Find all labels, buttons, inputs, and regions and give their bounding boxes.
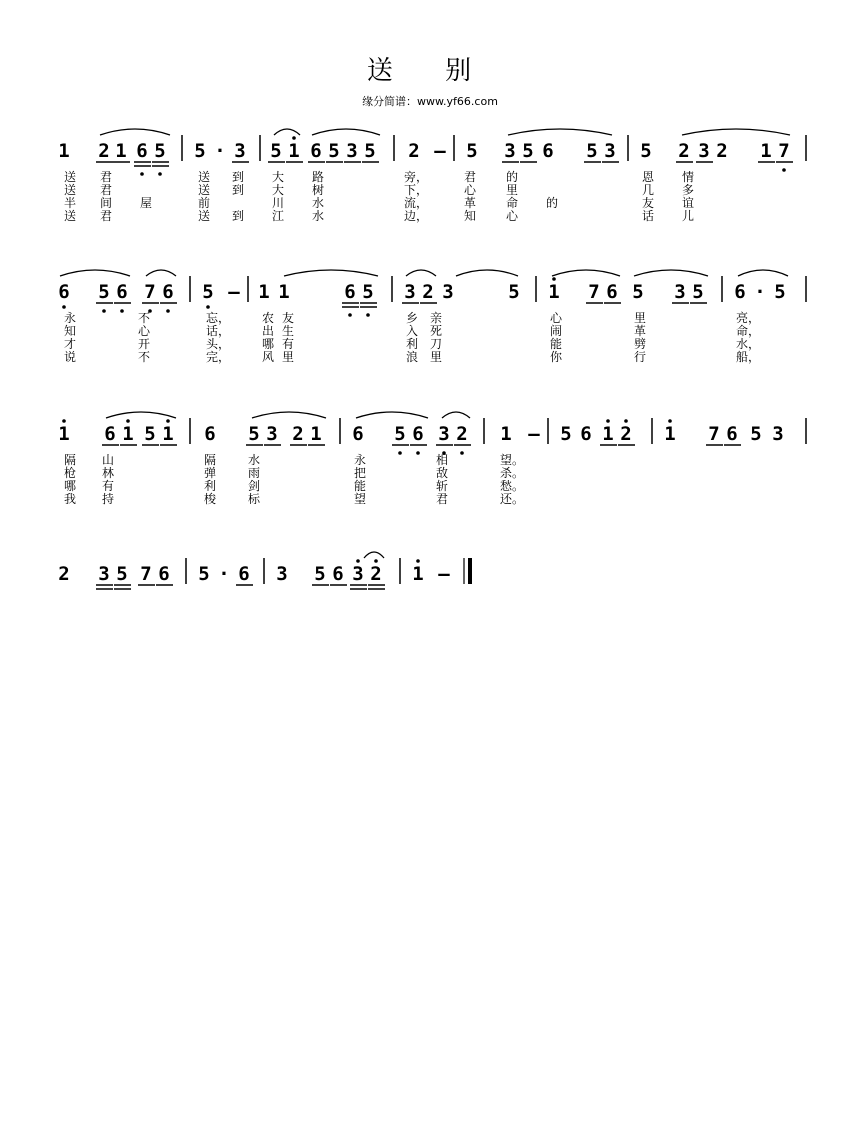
octave-dot-high (126, 419, 130, 423)
score-system-4 (58, 552, 470, 589)
note: 2 (292, 423, 304, 445)
lyric-word: 死 (430, 324, 443, 338)
slur (634, 270, 708, 276)
lyric-word: 把 (354, 466, 367, 480)
lyric-word: 梭 (204, 492, 217, 506)
lyric-word: 劈 (634, 337, 647, 351)
octave-dot-low (206, 305, 210, 309)
lyric-word: 命， (736, 324, 761, 338)
note: 1 (548, 281, 560, 303)
lyric-word: 知 (464, 209, 477, 223)
octave-dot-high (62, 419, 66, 423)
lyric-word: 大 (272, 183, 285, 197)
lyric-word: 生 (282, 324, 295, 338)
note: 3 (352, 563, 364, 585)
lyric-word: 山 (102, 453, 115, 467)
lyric-word: 前 (198, 196, 211, 210)
note: 1 (122, 423, 134, 445)
lyric-word: 入 (406, 324, 419, 338)
note: 3 (438, 423, 450, 445)
note: 6 (136, 140, 148, 162)
lyric-word: 命 (506, 196, 519, 210)
lyric-word: 亲 (430, 311, 443, 325)
note: 6 (542, 140, 554, 162)
note: 5 (508, 281, 520, 303)
lyric-word: 送 (64, 183, 77, 197)
slur (738, 270, 788, 276)
note: 3 (276, 563, 288, 585)
note: 5 (98, 281, 110, 303)
note: 5 (248, 423, 260, 445)
lyric-word: 水 (248, 453, 261, 467)
note: 5 (466, 140, 478, 162)
lyric-word: 敌 (436, 466, 449, 480)
lyric-word: 剑 (248, 479, 261, 493)
lyric-word: 革 (464, 196, 477, 210)
score-system-3 (58, 412, 806, 506)
note: 7 (140, 563, 152, 585)
note: 6 (238, 563, 250, 585)
note: 6 (580, 423, 592, 445)
lyric-word: 革 (634, 324, 647, 338)
note: 3 (98, 563, 110, 585)
lyric-word: 间 (100, 196, 113, 210)
slur (364, 552, 384, 558)
lyric-word: 送 (198, 170, 211, 184)
lyric-word: 送 (198, 209, 211, 223)
octave-dot-low (348, 313, 352, 317)
note: 5 (202, 281, 214, 303)
note: 1 (288, 140, 300, 162)
note: 7 (588, 281, 600, 303)
lyric-word: 话 (642, 209, 655, 223)
note: 2 (408, 140, 420, 162)
lyric-word: 君 (100, 170, 113, 184)
lyric-word: 永 (64, 311, 77, 325)
slur (252, 412, 326, 418)
lyric-word: 的 (546, 196, 559, 210)
octave-dot-high (606, 419, 610, 423)
octave-dot-low (366, 313, 370, 317)
slur (106, 412, 176, 418)
note: 6 (734, 281, 746, 303)
lyric-word: 儿 (682, 209, 695, 223)
lyric-word: 行 (634, 350, 647, 364)
slur (100, 129, 170, 135)
lyric-word: 到 (232, 209, 245, 223)
lyric-word: 心 (464, 183, 477, 197)
note: 1 (412, 563, 424, 585)
octave-dot-low (166, 309, 170, 313)
slur (312, 129, 380, 135)
lyric-word: 谊 (682, 196, 695, 210)
octave-dot-high (416, 559, 420, 563)
note: 1 (310, 423, 322, 445)
octave-dot-low (398, 451, 402, 455)
lyric-word: 有 (102, 479, 115, 493)
lyric-word: 屋 (140, 196, 153, 210)
note: 2 (678, 140, 690, 162)
lyric-word: 说 (64, 350, 77, 364)
lyric-word: 愁。 (500, 479, 525, 493)
note: 1 (58, 140, 70, 162)
lyric-word: 路 (312, 170, 325, 184)
note: 5 (154, 140, 166, 162)
note: 3 (604, 140, 616, 162)
lyric-word: 流， (404, 196, 429, 210)
note: 3 (404, 281, 416, 303)
note: 3 (234, 140, 246, 162)
augmentation-dot: · (754, 281, 766, 303)
note: 3 (698, 140, 710, 162)
note: 5 (328, 140, 340, 162)
note: 6 (162, 281, 174, 303)
lyric-word: 望 (354, 492, 367, 506)
lyric-word: 边， (404, 209, 429, 223)
lyric-word: 的 (506, 170, 519, 184)
note: 5 (314, 563, 326, 585)
lyric-word: 水 (312, 196, 325, 210)
octave-dot-high (552, 277, 556, 281)
note: 5 (144, 423, 156, 445)
note: 5 (560, 423, 572, 445)
lyric-word: 君 (464, 170, 477, 184)
note: 7 (778, 140, 790, 162)
score-system-1 (58, 129, 806, 223)
lyric-word: 持 (102, 492, 115, 506)
lyric-word: 杀。 (500, 466, 525, 480)
lyric-word: 川 (272, 196, 285, 210)
lyric-word: 斩 (436, 479, 449, 493)
lyric-word: 友 (642, 196, 655, 210)
note: 2 (98, 140, 110, 162)
octave-dot-high (668, 419, 672, 423)
lyric-word: 望。 (500, 453, 525, 467)
lyric-word: 君 (436, 492, 449, 506)
octave-dot-high (356, 559, 360, 563)
lyric-word: 林 (102, 466, 115, 480)
lyric-word: 心 (138, 324, 151, 338)
lyric-word: 半 (64, 196, 77, 210)
lyric-word: 我 (64, 492, 77, 506)
lyric-word: 送 (64, 209, 77, 223)
lyric-word: 隔 (204, 453, 217, 467)
dash-extension: – (438, 563, 450, 585)
lyric-word: 乡 (406, 311, 419, 325)
lyric-word: 恩 (642, 170, 655, 184)
lyric-word: 到 (232, 183, 245, 197)
lyric-word: 几 (642, 183, 655, 197)
lyric-word: 不 (138, 311, 151, 325)
octave-dot-low (140, 172, 144, 176)
lyric-word: 友 (282, 311, 295, 325)
lyric-word: 送 (64, 170, 77, 184)
lyric-word: 里 (506, 183, 519, 197)
lyric-word: 相 (436, 453, 449, 467)
octave-dot-high (374, 559, 378, 563)
song-title: 送 别 (366, 56, 494, 86)
note: 6 (332, 563, 344, 585)
lyric-word: 下， (404, 183, 429, 197)
lyric-word: 利 (406, 337, 419, 351)
lyric-word: 君 (100, 209, 113, 223)
lyric-word: 枪 (64, 466, 77, 480)
score-system-2 (58, 270, 806, 364)
note: 1 (278, 281, 290, 303)
lyric-word: 哪 (262, 337, 275, 351)
note: 7 (708, 423, 720, 445)
note: 1 (115, 140, 127, 162)
slur (146, 270, 176, 276)
note: 6 (158, 563, 170, 585)
slur (682, 129, 790, 135)
lyric-word: 完， (206, 350, 231, 364)
lyric-word: 大 (272, 170, 285, 184)
note: 3 (772, 423, 784, 445)
note: 7 (144, 281, 156, 303)
octave-dot-high (292, 136, 296, 140)
octave-dot-low (416, 451, 420, 455)
lyric-word: 出 (262, 324, 275, 338)
note: 2 (58, 563, 70, 585)
lyric-word: 永 (354, 453, 367, 467)
lyric-word: 江 (272, 209, 285, 223)
note: 2 (716, 140, 728, 162)
note: 5 (364, 140, 376, 162)
note: 6 (310, 140, 322, 162)
octave-dot-low (102, 309, 106, 313)
lyric-word: 忘， (206, 311, 231, 325)
note: 2 (370, 563, 382, 585)
dash-extension: – (228, 281, 240, 303)
lyric-word: 到 (232, 170, 245, 184)
octave-dot-high (166, 419, 170, 423)
slur (552, 270, 620, 276)
dash-extension: – (528, 423, 540, 445)
lyric-word: 送 (198, 183, 211, 197)
note: 5 (198, 563, 210, 585)
lyric-word: 水 (312, 209, 325, 223)
lyric-word: 能 (550, 337, 563, 351)
note: 5 (640, 140, 652, 162)
lyric-word: 闹 (550, 324, 563, 338)
note: 1 (162, 423, 174, 445)
lyric-word: 你 (550, 350, 563, 364)
octave-dot-low (120, 309, 124, 313)
lyric-word: 旁， (404, 170, 429, 184)
slur (406, 270, 436, 276)
note: 6 (344, 281, 356, 303)
note: 1 (664, 423, 676, 445)
lyric-word: 里 (634, 311, 647, 325)
note: 2 (620, 423, 632, 445)
note: 1 (760, 140, 772, 162)
note: 5 (194, 140, 206, 162)
note: 1 (258, 281, 270, 303)
lyric-word: 农 (262, 311, 275, 325)
lyric-word: 不 (138, 350, 151, 364)
note: 1 (58, 423, 70, 445)
lyric-word: 还。 (500, 492, 525, 506)
lyric-word: 亮， (736, 311, 761, 325)
slur (356, 412, 428, 418)
augmentation-dot: · (214, 140, 226, 162)
slur (60, 270, 130, 276)
note: 3 (442, 281, 454, 303)
octave-dot-high (624, 419, 628, 423)
note: 6 (204, 423, 216, 445)
lyric-word: 知 (64, 324, 77, 338)
lyric-word: 才 (64, 337, 77, 351)
augmentation-dot: · (218, 563, 230, 585)
lyric-word: 利 (204, 479, 217, 493)
lyric-word: 隔 (64, 453, 77, 467)
octave-dot-low (782, 168, 786, 172)
slur (442, 412, 470, 418)
lyric-word: 水， (736, 337, 761, 351)
note: 6 (58, 281, 70, 303)
note: 6 (606, 281, 618, 303)
source-subtitle: 缘分简谱：www.yf66.com (362, 95, 498, 108)
note: 5 (362, 281, 374, 303)
note: 6 (412, 423, 424, 445)
lyric-word: 多 (682, 183, 695, 197)
lyric-word: 标 (248, 492, 261, 506)
lyric-word: 里 (430, 350, 443, 364)
note: 5 (774, 281, 786, 303)
note: 1 (500, 423, 512, 445)
lyric-word: 有 (282, 337, 295, 351)
note: 5 (632, 281, 644, 303)
note: 5 (586, 140, 598, 162)
note: 3 (504, 140, 516, 162)
note: 6 (116, 281, 128, 303)
note: 5 (522, 140, 534, 162)
lyric-word: 心 (550, 311, 563, 325)
note: 2 (422, 281, 434, 303)
lyric-word: 能 (354, 479, 367, 493)
lyric-word: 弹 (204, 466, 217, 480)
octave-dot-low (62, 305, 66, 309)
note: 5 (394, 423, 406, 445)
note: 3 (674, 281, 686, 303)
dash-extension: – (434, 140, 446, 162)
slur (456, 270, 518, 276)
lyric-word: 君 (100, 183, 113, 197)
lyric-word: 头， (206, 337, 231, 351)
note: 1 (602, 423, 614, 445)
slur (274, 129, 300, 135)
note: 5 (270, 140, 282, 162)
lyric-word: 里 (282, 350, 295, 364)
lyric-word: 船， (736, 350, 761, 364)
lyric-word: 开 (138, 337, 151, 351)
note: 5 (692, 281, 704, 303)
lyric-word: 树 (312, 183, 325, 197)
lyric-word: 哪 (64, 479, 77, 493)
slur (284, 270, 378, 276)
note: 5 (116, 563, 128, 585)
note: 6 (352, 423, 364, 445)
lyric-word: 情 (682, 170, 695, 184)
lyric-word: 风 (262, 350, 275, 364)
lyric-word: 雨 (248, 466, 261, 480)
slur (508, 129, 612, 135)
lyric-word: 刀 (430, 337, 443, 351)
octave-dot-low (460, 451, 464, 455)
note: 2 (456, 423, 468, 445)
note: 6 (104, 423, 116, 445)
octave-dot-low (158, 172, 162, 176)
lyric-word: 话， (206, 324, 231, 338)
note: 6 (726, 423, 738, 445)
lyric-word: 浪 (406, 350, 419, 364)
note: 3 (266, 423, 278, 445)
note: 5 (750, 423, 762, 445)
note: 3 (346, 140, 358, 162)
lyric-word: 心 (506, 209, 519, 223)
